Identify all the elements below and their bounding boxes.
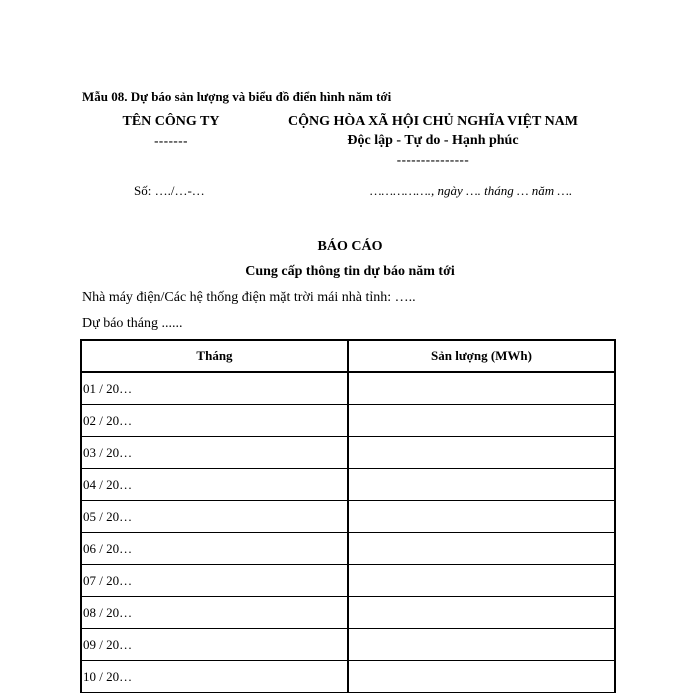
output-cell[interactable] bbox=[348, 597, 615, 629]
output-cell[interactable] bbox=[348, 469, 615, 501]
output-cell[interactable] bbox=[348, 437, 615, 469]
month-cell: 05 / 20… bbox=[81, 501, 348, 533]
report-title: BÁO CÁO bbox=[317, 239, 383, 254]
output-cell[interactable] bbox=[348, 501, 615, 533]
output-cell[interactable] bbox=[348, 533, 615, 565]
company-divider: ------- bbox=[154, 133, 188, 148]
output-cell[interactable] bbox=[348, 372, 615, 405]
column-header-month: Tháng bbox=[81, 340, 348, 372]
company-name: TÊN CÔNG TY bbox=[122, 114, 220, 129]
table-row bbox=[81, 629, 615, 661]
forecast-table bbox=[80, 339, 616, 693]
month-cell: 03 / 20… bbox=[81, 437, 348, 469]
column-header-output: Sản lượng (MWh) bbox=[348, 340, 615, 372]
output-cell[interactable] bbox=[348, 565, 615, 597]
month-cell: 09 / 20… bbox=[81, 629, 348, 661]
date-line: ……………., ngày …. tháng … năm …. bbox=[370, 183, 573, 198]
month-cell: 01 / 20… bbox=[81, 372, 348, 405]
nation-title: CỘNG HÒA XÃ HỘI CHỦ NGHĨA VIỆT NAM bbox=[287, 114, 578, 129]
month-cell: 10 / 20… bbox=[81, 661, 348, 693]
table-row bbox=[81, 405, 615, 437]
report-subtitle: Cung cấp thông tin dự báo năm tới bbox=[245, 264, 455, 279]
table-row bbox=[81, 533, 615, 565]
form-heading: Mẫu 08. Dự báo sản lượng và biểu đồ điển hình năm tới bbox=[82, 89, 392, 104]
document-number: Số: …./…-… bbox=[134, 183, 205, 198]
month-cell: 06 / 20… bbox=[81, 533, 348, 565]
table-row bbox=[81, 469, 615, 501]
table-row bbox=[81, 501, 615, 533]
table-row bbox=[81, 661, 615, 693]
table-row bbox=[81, 565, 615, 597]
month-cell: 02 / 20… bbox=[81, 405, 348, 437]
output-cell[interactable] bbox=[348, 629, 615, 661]
motto-divider: --------------- bbox=[396, 152, 470, 167]
table-header-row bbox=[81, 340, 615, 372]
month-cell: 08 / 20… bbox=[81, 597, 348, 629]
table-row bbox=[81, 372, 615, 405]
plant-info-line: Nhà máy điện/Các hệ thống điện mặt trời mái nhà tỉnh: ….. bbox=[82, 290, 416, 305]
output-cell[interactable] bbox=[348, 405, 615, 437]
output-cell[interactable] bbox=[348, 661, 615, 693]
month-cell: 04 / 20… bbox=[81, 469, 348, 501]
national-motto: Độc lập - Tự do - Hạnh phúc bbox=[347, 133, 519, 148]
table-row bbox=[81, 597, 615, 629]
table-row bbox=[81, 437, 615, 469]
month-cell: 07 / 20… bbox=[81, 565, 348, 597]
forecast-month-line: Dự báo tháng ...... bbox=[82, 316, 183, 331]
